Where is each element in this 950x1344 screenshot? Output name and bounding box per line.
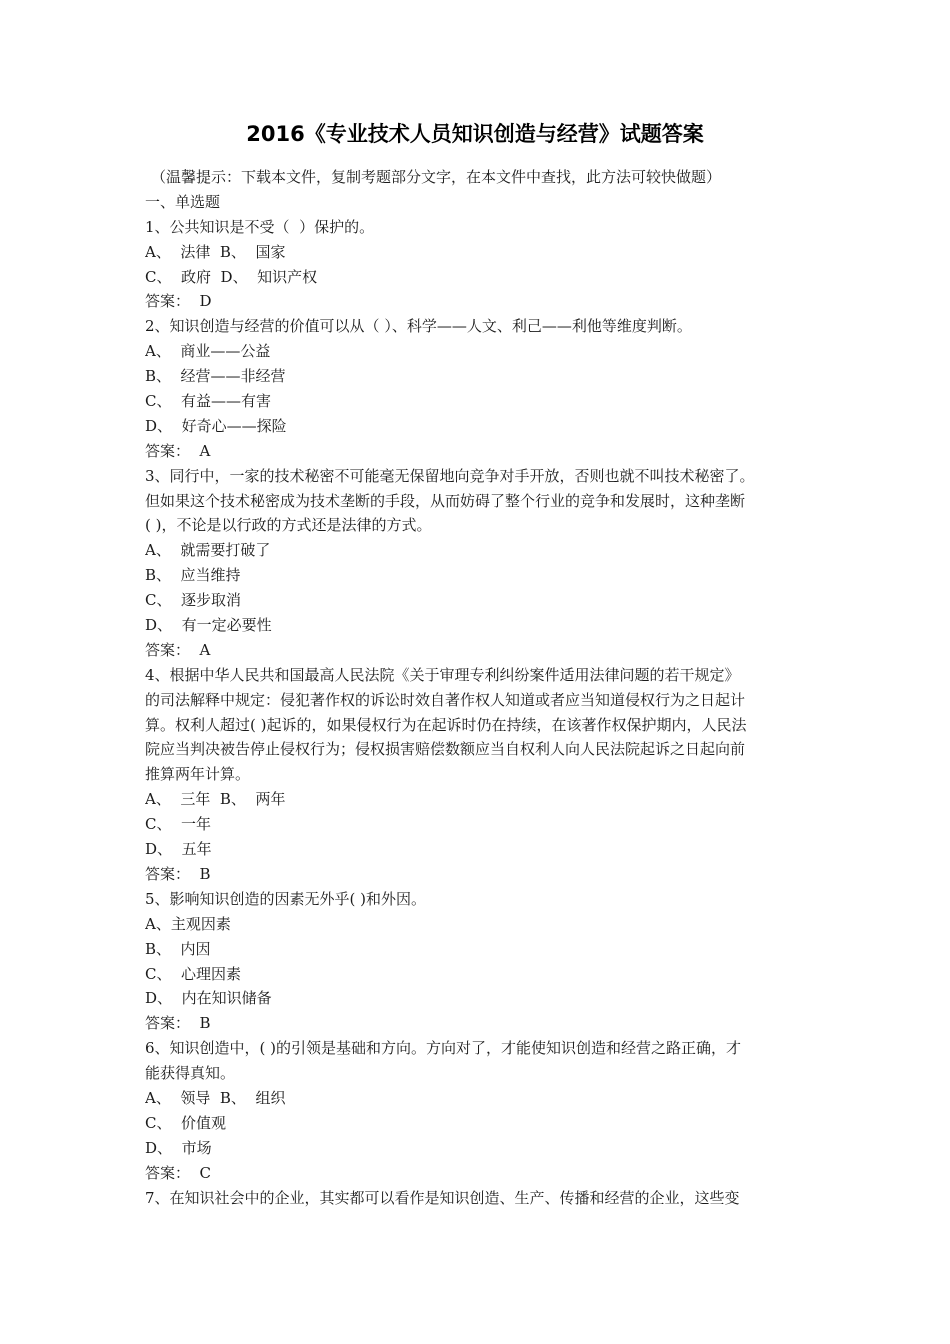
text-line: 2、知识创造与经营的价值可以从（ ）、科学——人文、利己——利他等维度判断。 — [145, 317, 692, 336]
text-line: 但如果这个技术秘密成为技术垄断的手段，从而妨碍了整个行业的竞争和发展时，这种垄断 — [145, 491, 746, 510]
text-line: 7、在知识社会中的企业，其实都可以看作是知识创造、生产、传播和经营的企业，这些变 — [145, 1188, 740, 1207]
document-body — [145, 165, 810, 1210]
text-line: A、 商业——公益 — [145, 342, 271, 361]
text-line: D、 有一定必要性 — [145, 616, 272, 635]
text-line: A、主观因素 — [145, 914, 231, 933]
tip-note: （温馨提示：下载本文件，复制考题部分文字，在本文件中查找，此方法可较快做题） — [151, 168, 722, 186]
text-line: C、 逐步取消 — [145, 591, 242, 610]
text-line: 6、知识创造中，( )的引领是基础和方向。方向对了，才能使知识创造和经营之路正确，才 — [145, 1039, 742, 1058]
text-line: ( )，不论是以行政的方式还是法律的方式。 — [145, 516, 432, 535]
text-line: 的司法解释中规定：侵犯著作权的诉讼时效自著作权人知道或者应当知道侵权行为之日起计 — [145, 690, 746, 709]
text-line: A、 三年 B、 两年 — [145, 790, 286, 809]
text-line: 能获得真知。 — [145, 1064, 236, 1083]
answer-line: 答案： A — [145, 640, 211, 659]
text-line: C、 有益——有害 — [145, 392, 272, 411]
answer-line: 答案： B — [145, 864, 211, 883]
text-line: 算。权利人超过( )起诉的，如果侵权行为在起诉时仍在持续，在该著作权保护期内，人民法 — [145, 715, 747, 734]
text-line: A、 领导 B、 组织 — [145, 1088, 286, 1107]
text-line: A、 法律 B、 国家 — [145, 242, 286, 261]
text-line: D、 好奇心——探险 — [145, 416, 287, 435]
text-line: B、 应当维持 — [145, 566, 241, 585]
text-line: 3、同行中，一家的技术秘密不可能毫无保留地向竞争对手开放，否则也就不叫技术秘密了。 — [145, 466, 755, 485]
answer-line: 答案： C — [145, 1163, 212, 1182]
text-line: C、 政府 D、 知识产权 — [145, 267, 318, 286]
section-heading: 一、单选题 — [145, 192, 221, 211]
text-line: B、 经营——非经营 — [145, 367, 286, 386]
text-line: 5、影响知识创造的因素无外乎( )和外因。 — [145, 889, 427, 908]
text-line: 1、公共知识是不受（ ）保护的。 — [145, 217, 375, 236]
text-line: C、 心理因素 — [145, 964, 242, 983]
answer-line: 答案： B — [145, 1014, 211, 1033]
document-title: 2016《专业技术人员知识创造与经营》试题答案 — [246, 122, 704, 146]
text-line: C、 价值观 — [145, 1113, 227, 1132]
text-line: A、 就需要打破了 — [145, 541, 271, 560]
answer-line: 答案： D — [145, 292, 212, 311]
text-line: D、 市场 — [145, 1138, 212, 1157]
question-lines — [145, 215, 810, 1211]
answer-line: 答案： A — [145, 441, 211, 460]
text-line: 推算两年计算。 — [145, 765, 251, 784]
text-line: 院应当判决被告停止侵权行为；侵权损害赔偿数额应当自权利人向人民法院起诉之日起向前 — [145, 740, 746, 759]
text-line: B、 内因 — [145, 939, 211, 958]
text-line: D、 五年 — [145, 840, 212, 859]
text-line: C、 一年 — [145, 815, 212, 834]
text-line: 4、根据中华人民共和国最高人民法院《关于审理专利纠纷案件适用法律问题的若干规定》 — [145, 665, 740, 684]
text-line: D、 内在知识储备 — [145, 989, 272, 1008]
